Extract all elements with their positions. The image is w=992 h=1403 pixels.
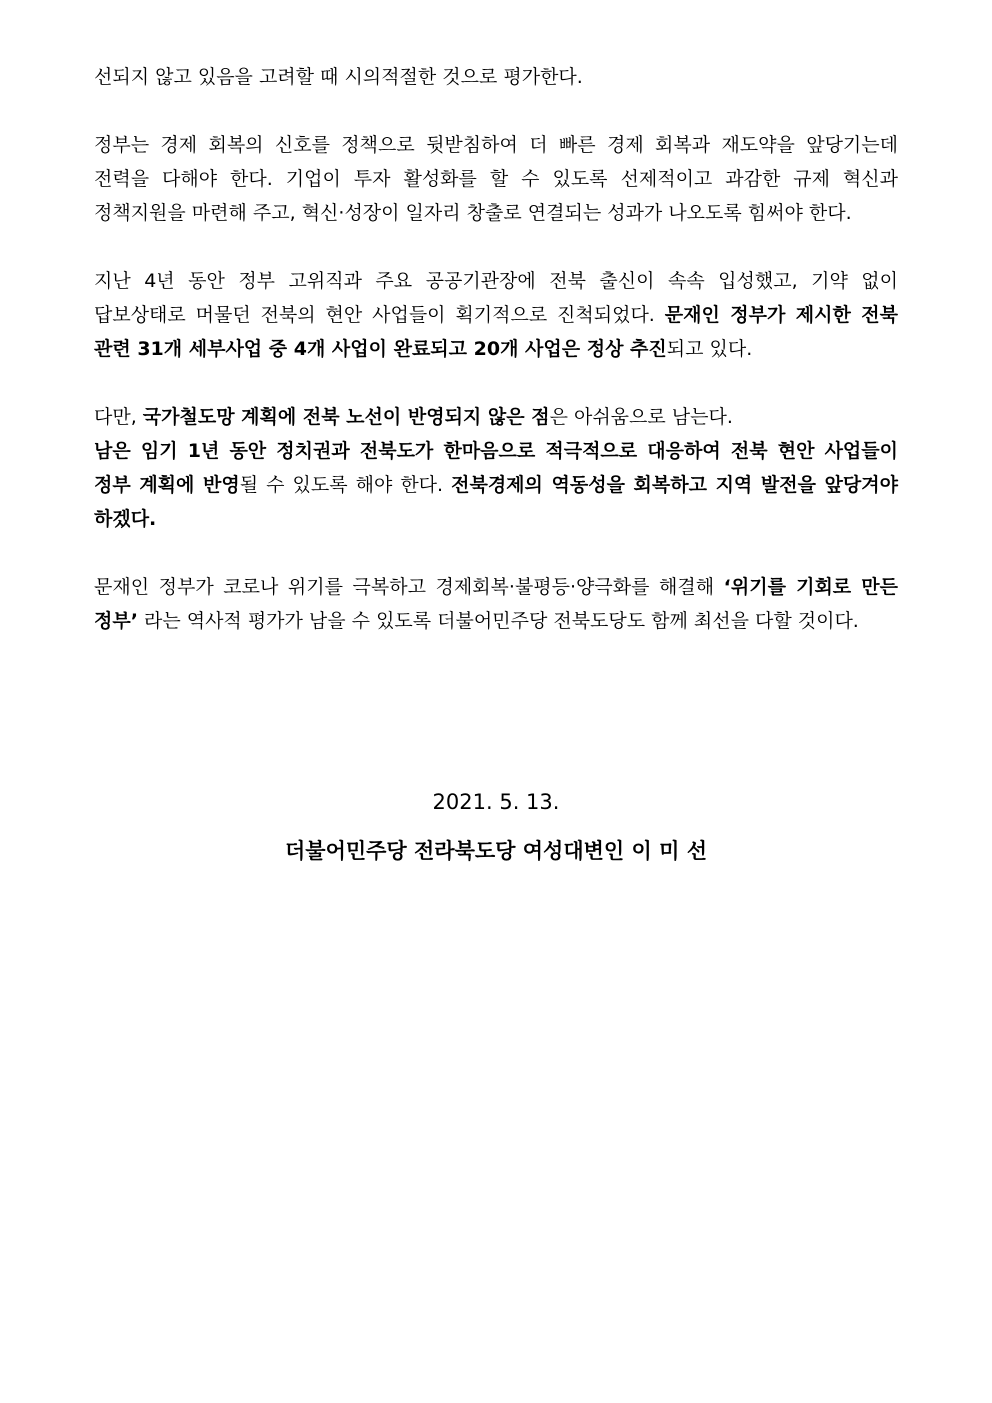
paragraph-1 [94, 60, 898, 94]
text-run: 다만, [94, 406, 143, 428]
text-run: 선되지 않고 있음을 고려할 때 시의적절한 것으로 평가한다. [94, 66, 583, 88]
bold-text-run: 남은 임기 1년 동안 정치권과 전북도가 한마음으로 적극적으로 대응하여 전북 현안 사업들이 정부 계획에 반영 [94, 440, 898, 496]
paragraph-3 [94, 264, 898, 366]
bold-text-run: 전북경제의 역동성을 회복하고 지역 발전을 앞당겨야 하겠다. [94, 474, 898, 530]
text-run: 지난 4년 동안 정부 고위직과 주요 공공기관장에 전북 출신이 속속 입성했고, 기약 없이 답보상태로 머물던 전북의 현안 사업들이 획기적으로 진척되었다. [94, 270, 898, 326]
text-run: 문재인 정부가 코로나 위기를 극복하고 경제회복·불평등·양극화를 해결해 [94, 576, 724, 598]
bold-text-run: 문재인 정부가 제시한 전북 관련 31개 세부사업 중 4개 사업이 완료되고 20개 사업은 정상 추진 [94, 304, 898, 360]
document-body [94, 60, 898, 672]
text-run: 될 수 있도록 해야 한다. [239, 474, 452, 496]
text-run: 되고 있다. [666, 338, 753, 360]
text-run: 라는 역사적 평가가 남을 수 있도록 더불어민주당 전북도당도 함께 최선을 다할 것이다. [137, 610, 859, 632]
bold-text-run: ‘위기를 기회로 만든 정부’ [94, 576, 899, 632]
signature-date: 2021. 5. 13. [432, 790, 560, 814]
signature-name: 더불어민주당 전라북도당 여성대변인 이 미 선 [285, 838, 707, 863]
text-run: 정부는 경제 회복의 신호를 정책으로 뒷받침하여 더 빠른 경제 회복과 재도약을 앞당기는데 전력을 다해야 한다. 기업이 투자 활성화를 할 수 있도록 선제적이고 과감한 규제 혁신과 정책지원을 마련해 주고, 혁신·성장이 일자리 창출로 연결되는 성과가 나오도록 힘써야 한다. [94, 134, 898, 224]
paragraph-2 [94, 128, 898, 230]
paragraph-4 [94, 400, 898, 434]
bold-text-run: 국가철도망 계획에 전북 노선이 반영되지 않은 점 [142, 406, 550, 428]
text-run: 은 아쉬움으로 남는다. [549, 406, 733, 428]
paragraph-5 [94, 434, 898, 536]
paragraph-6 [94, 570, 898, 638]
